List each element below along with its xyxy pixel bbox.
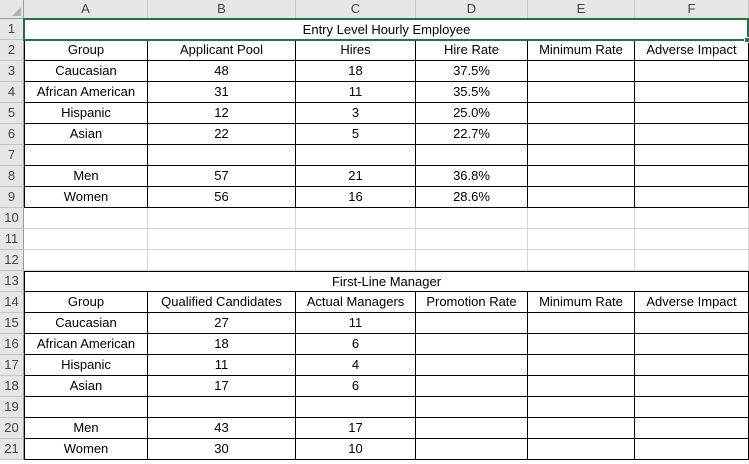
empty-cell[interactable] [148,208,296,229]
cell-rate[interactable]: 25.0% [416,103,528,124]
cell-adverse-impact[interactable] [635,313,749,334]
cell-pool[interactable]: 18 [148,334,296,355]
cell-rate[interactable] [416,418,528,439]
row-header-9[interactable]: 9 [0,187,24,208]
row-header-21[interactable]: 21 [0,439,24,460]
empty-cell[interactable] [635,229,749,250]
select-all-corner[interactable] [0,0,24,19]
cell-rate[interactable] [416,355,528,376]
cell-pool[interactable]: 31 [148,82,296,103]
cell-count[interactable]: 4 [296,355,416,376]
cell-count[interactable]: 21 [296,166,416,187]
cell-minimum-rate[interactable] [528,166,635,187]
header-cell-rate[interactable]: Hire Rate [416,40,528,61]
cell-group[interactable]: African American [24,334,148,355]
row-header-14[interactable]: 14 [0,292,24,313]
cell-rate[interactable]: 28.6% [416,187,528,208]
cell-rate[interactable] [416,376,528,397]
cell-rate[interactable]: 35.5% [416,82,528,103]
cell-group[interactable]: Women [24,439,148,460]
row-header-7[interactable]: 7 [0,145,24,166]
cell-minimum-rate[interactable] [528,82,635,103]
empty-cell[interactable] [148,145,296,166]
section1-title[interactable]: Entry Level Hourly Employee [24,19,749,40]
cell-count[interactable]: 16 [296,187,416,208]
empty-cell[interactable] [528,208,635,229]
row-header-20[interactable]: 20 [0,418,24,439]
row-header-8[interactable]: 8 [0,166,24,187]
header-cell-rate[interactable]: Promotion Rate [416,292,528,313]
empty-cell[interactable] [148,250,296,271]
empty-cell[interactable] [528,250,635,271]
cell-count[interactable]: 10 [296,439,416,460]
row-header-19[interactable]: 19 [0,397,24,418]
cell-group[interactable]: Caucasian [24,61,148,82]
row-header-10[interactable]: 10 [0,208,24,229]
column-header-a[interactable]: A [24,0,148,19]
cell-pool[interactable]: 56 [148,187,296,208]
empty-cell[interactable] [416,229,528,250]
cell-group[interactable]: Caucasian [24,313,148,334]
cell-adverse-impact[interactable] [635,166,749,187]
cell-rate[interactable] [416,439,528,460]
cell-pool[interactable]: 57 [148,166,296,187]
cell-count[interactable]: 3 [296,103,416,124]
empty-cell[interactable] [296,208,416,229]
cell-pool[interactable]: 17 [148,376,296,397]
row-header-18[interactable]: 18 [0,376,24,397]
empty-cell[interactable] [24,229,148,250]
header-cell-count[interactable]: Hires [296,40,416,61]
cell-minimum-rate[interactable] [528,313,635,334]
cell-minimum-rate[interactable] [528,439,635,460]
empty-cell[interactable] [416,208,528,229]
header-cell-adverse-impact[interactable]: Adverse Impact [635,292,749,313]
header-cell-pool[interactable]: Applicant Pool [148,40,296,61]
column-header-e[interactable]: E [528,0,635,19]
row-header-13[interactable]: 13 [0,271,24,292]
cell-pool[interactable]: 27 [148,313,296,334]
cell-group[interactable]: Men [24,166,148,187]
empty-cell[interactable] [148,397,296,418]
empty-cell[interactable] [296,229,416,250]
cell-group[interactable]: Asian [24,124,148,145]
column-header-d[interactable]: D [416,0,528,19]
cell-count[interactable]: 18 [296,61,416,82]
cell-pool[interactable]: 48 [148,61,296,82]
cell-rate[interactable] [416,313,528,334]
row-header-11[interactable]: 11 [0,229,24,250]
column-header-c[interactable]: C [296,0,416,19]
empty-cell[interactable] [296,250,416,271]
cell-pool[interactable]: 30 [148,439,296,460]
empty-cell[interactable] [416,250,528,271]
row-header-12[interactable]: 12 [0,250,24,271]
cell-count[interactable]: 17 [296,418,416,439]
fill-handle[interactable] [744,37,749,43]
header-cell-minimum-rate[interactable]: Minimum Rate [528,40,635,61]
empty-cell[interactable] [528,229,635,250]
empty-cell[interactable] [635,208,749,229]
header-cell-group[interactable]: Group [24,40,148,61]
section2-title[interactable]: First-Line Manager [24,271,749,292]
header-cell-count[interactable]: Actual Managers [296,292,416,313]
cell-adverse-impact[interactable] [635,124,749,145]
row-header-16[interactable]: 16 [0,334,24,355]
cell-adverse-impact[interactable] [635,103,749,124]
cell-minimum-rate[interactable] [528,376,635,397]
cell-rate[interactable] [416,334,528,355]
select-all-icon [12,7,21,16]
cell-minimum-rate[interactable] [528,355,635,376]
row-header-2[interactable]: 2 [0,40,24,61]
cell-pool[interactable]: 12 [148,103,296,124]
row-header-3[interactable]: 3 [0,61,24,82]
cell-pool[interactable]: 22 [148,124,296,145]
cell-group[interactable]: Men [24,418,148,439]
empty-cell[interactable] [635,250,749,271]
cell-adverse-impact[interactable] [635,187,749,208]
header-cell-adverse-impact[interactable]: Adverse Impact [635,40,749,61]
column-header-f[interactable]: F [635,0,749,19]
empty-cell[interactable] [635,145,749,166]
cell-group[interactable]: Hispanic [24,355,148,376]
cell-adverse-impact[interactable] [635,82,749,103]
cell-count[interactable]: 6 [296,376,416,397]
empty-cell[interactable] [635,397,749,418]
empty-cell[interactable] [24,208,148,229]
cell-adverse-impact[interactable] [635,355,749,376]
cell-minimum-rate[interactable] [528,61,635,82]
empty-cell[interactable] [24,250,148,271]
row-header-6[interactable]: 6 [0,124,24,145]
cell-pool[interactable]: 11 [148,355,296,376]
cell-count[interactable]: 6 [296,334,416,355]
cell-minimum-rate[interactable] [528,334,635,355]
cell-group[interactable]: Hispanic [24,103,148,124]
header-cell-pool[interactable]: Qualified Candidates [148,292,296,313]
cell-adverse-impact[interactable] [635,61,749,82]
empty-cell[interactable] [148,229,296,250]
cell-count[interactable]: 11 [296,82,416,103]
cell-minimum-rate[interactable] [528,187,635,208]
cell-minimum-rate[interactable] [528,103,635,124]
empty-cell[interactable] [296,397,416,418]
cell-adverse-impact[interactable] [635,334,749,355]
cell-rate[interactable]: 22.7% [416,124,528,145]
cell-adverse-impact[interactable] [635,439,749,460]
cell-pool[interactable]: 43 [148,418,296,439]
empty-cell[interactable] [416,397,528,418]
row-header-1[interactable]: 1 [0,19,24,40]
empty-cell[interactable] [528,397,635,418]
cell-adverse-impact[interactable] [635,376,749,397]
column-header-b[interactable]: B [148,0,296,19]
cell-count[interactable]: 11 [296,313,416,334]
cell-adverse-impact[interactable] [635,418,749,439]
row-header-15[interactable]: 15 [0,313,24,334]
empty-cell[interactable] [296,145,416,166]
cell-group[interactable]: Asian [24,376,148,397]
row-header-5[interactable]: 5 [0,103,24,124]
cell-rate[interactable]: 37.5% [416,61,528,82]
row-header-4[interactable]: 4 [0,82,24,103]
row-header-17[interactable]: 17 [0,355,24,376]
cell-rate[interactable]: 36.8% [416,166,528,187]
empty-cell[interactable] [528,145,635,166]
cell-group[interactable]: African American [24,82,148,103]
header-cell-minimum-rate[interactable]: Minimum Rate [528,292,635,313]
cell-group[interactable]: Women [24,187,148,208]
empty-cell[interactable] [24,397,148,418]
empty-cell[interactable] [24,145,148,166]
empty-cell[interactable] [416,145,528,166]
cell-count[interactable]: 5 [296,124,416,145]
cell-minimum-rate[interactable] [528,418,635,439]
header-cell-group[interactable]: Group [24,292,148,313]
cell-minimum-rate[interactable] [528,124,635,145]
